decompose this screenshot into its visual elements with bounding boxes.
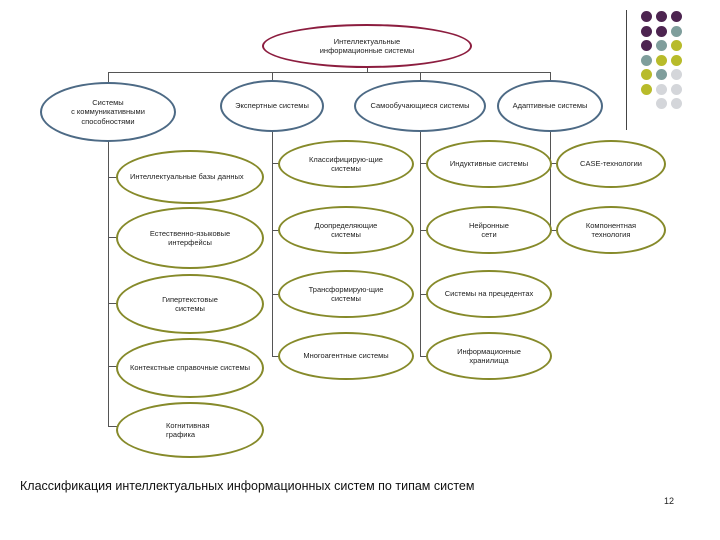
node-label: Адаптивные системы <box>512 101 588 111</box>
decorative-dot <box>641 26 652 37</box>
connector-line <box>550 130 551 230</box>
node-label: Самообучающиеся системы <box>370 101 470 111</box>
connector-line <box>550 72 551 80</box>
node-label: Информационные хранилища <box>457 346 521 365</box>
decorative-dot <box>641 40 652 51</box>
node-label: Доопределяющие системы <box>314 220 378 239</box>
root-node <box>262 24 472 68</box>
decorative-dot <box>671 69 682 80</box>
root-label: Интеллектуальные информационные системы <box>319 36 415 55</box>
node-multiagent-systems <box>278 332 414 380</box>
decorative-dot <box>656 11 667 22</box>
node-adaptive-systems <box>497 80 603 132</box>
node-label: Компонентная технология <box>585 220 637 239</box>
slide-caption: Классификация интеллектуальных информационных систем по типам систем <box>20 479 475 493</box>
node-self-learning-systems <box>354 80 486 132</box>
node-classifying-systems <box>278 140 414 188</box>
node-intelligent-databases <box>116 150 264 204</box>
node-label: Интеллектуальные базы данных <box>130 172 244 182</box>
connector-line <box>420 72 421 80</box>
decorative-dot <box>671 40 682 51</box>
connector-line <box>108 72 109 82</box>
node-label: Контекстные справочные системы <box>130 363 251 373</box>
decorative-dot <box>671 84 682 95</box>
connector-line <box>108 140 109 426</box>
decorative-dot <box>641 11 652 22</box>
node-inductive-systems <box>426 140 552 188</box>
node-expert-systems <box>220 80 324 132</box>
node-label: Когнитивная графика <box>166 420 210 439</box>
decorative-dot <box>656 55 667 66</box>
node-label: Гипертекстовые системы <box>162 294 218 313</box>
node-cognitive-graphics <box>116 402 264 458</box>
decorative-dot <box>641 69 652 80</box>
node-label: Экспертные системы <box>235 101 309 111</box>
decorative-dot <box>641 55 652 66</box>
decorative-dot <box>671 11 682 22</box>
node-label: Индуктивные системы <box>449 159 529 169</box>
node-transforming-systems <box>278 270 414 318</box>
node-case-technologies <box>556 140 666 188</box>
decorative-dot <box>671 55 682 66</box>
connector-line <box>108 72 550 73</box>
node-label: Классифицирую-щие системы <box>309 154 383 173</box>
node-hypertext-systems <box>116 274 264 334</box>
connector-line <box>272 72 273 80</box>
node-label: Системы с коммуникативными способностями <box>71 97 145 126</box>
decorative-divider <box>626 10 627 130</box>
decorative-dot <box>641 84 652 95</box>
node-component-technology <box>556 206 666 254</box>
decorative-dot <box>671 26 682 37</box>
node-redefining-systems <box>278 206 414 254</box>
node-label: Многоагентные системы <box>303 351 389 361</box>
node-case-based-systems <box>426 270 552 318</box>
node-neural-networks <box>426 206 552 254</box>
decorative-dot <box>656 98 667 109</box>
node-label: CASE-технологии <box>580 159 642 169</box>
decorative-dot <box>671 98 682 109</box>
node-natural-language-interfaces <box>116 207 264 269</box>
node-label: Системы на прецедентах <box>444 289 534 299</box>
node-communicative-systems <box>40 82 176 142</box>
decorative-dot <box>656 40 667 51</box>
node-context-help-systems <box>116 338 264 398</box>
decorative-dot <box>656 26 667 37</box>
node-label: Трансформирую-щие системы <box>308 284 384 303</box>
node-label: Нейронные сети <box>469 220 509 239</box>
node-label: Естественно-языковые интерфейсы <box>149 228 231 247</box>
node-data-warehouses <box>426 332 552 380</box>
decorative-dot <box>656 84 667 95</box>
page-number: 12 <box>664 496 675 506</box>
decorative-dot <box>656 69 667 80</box>
